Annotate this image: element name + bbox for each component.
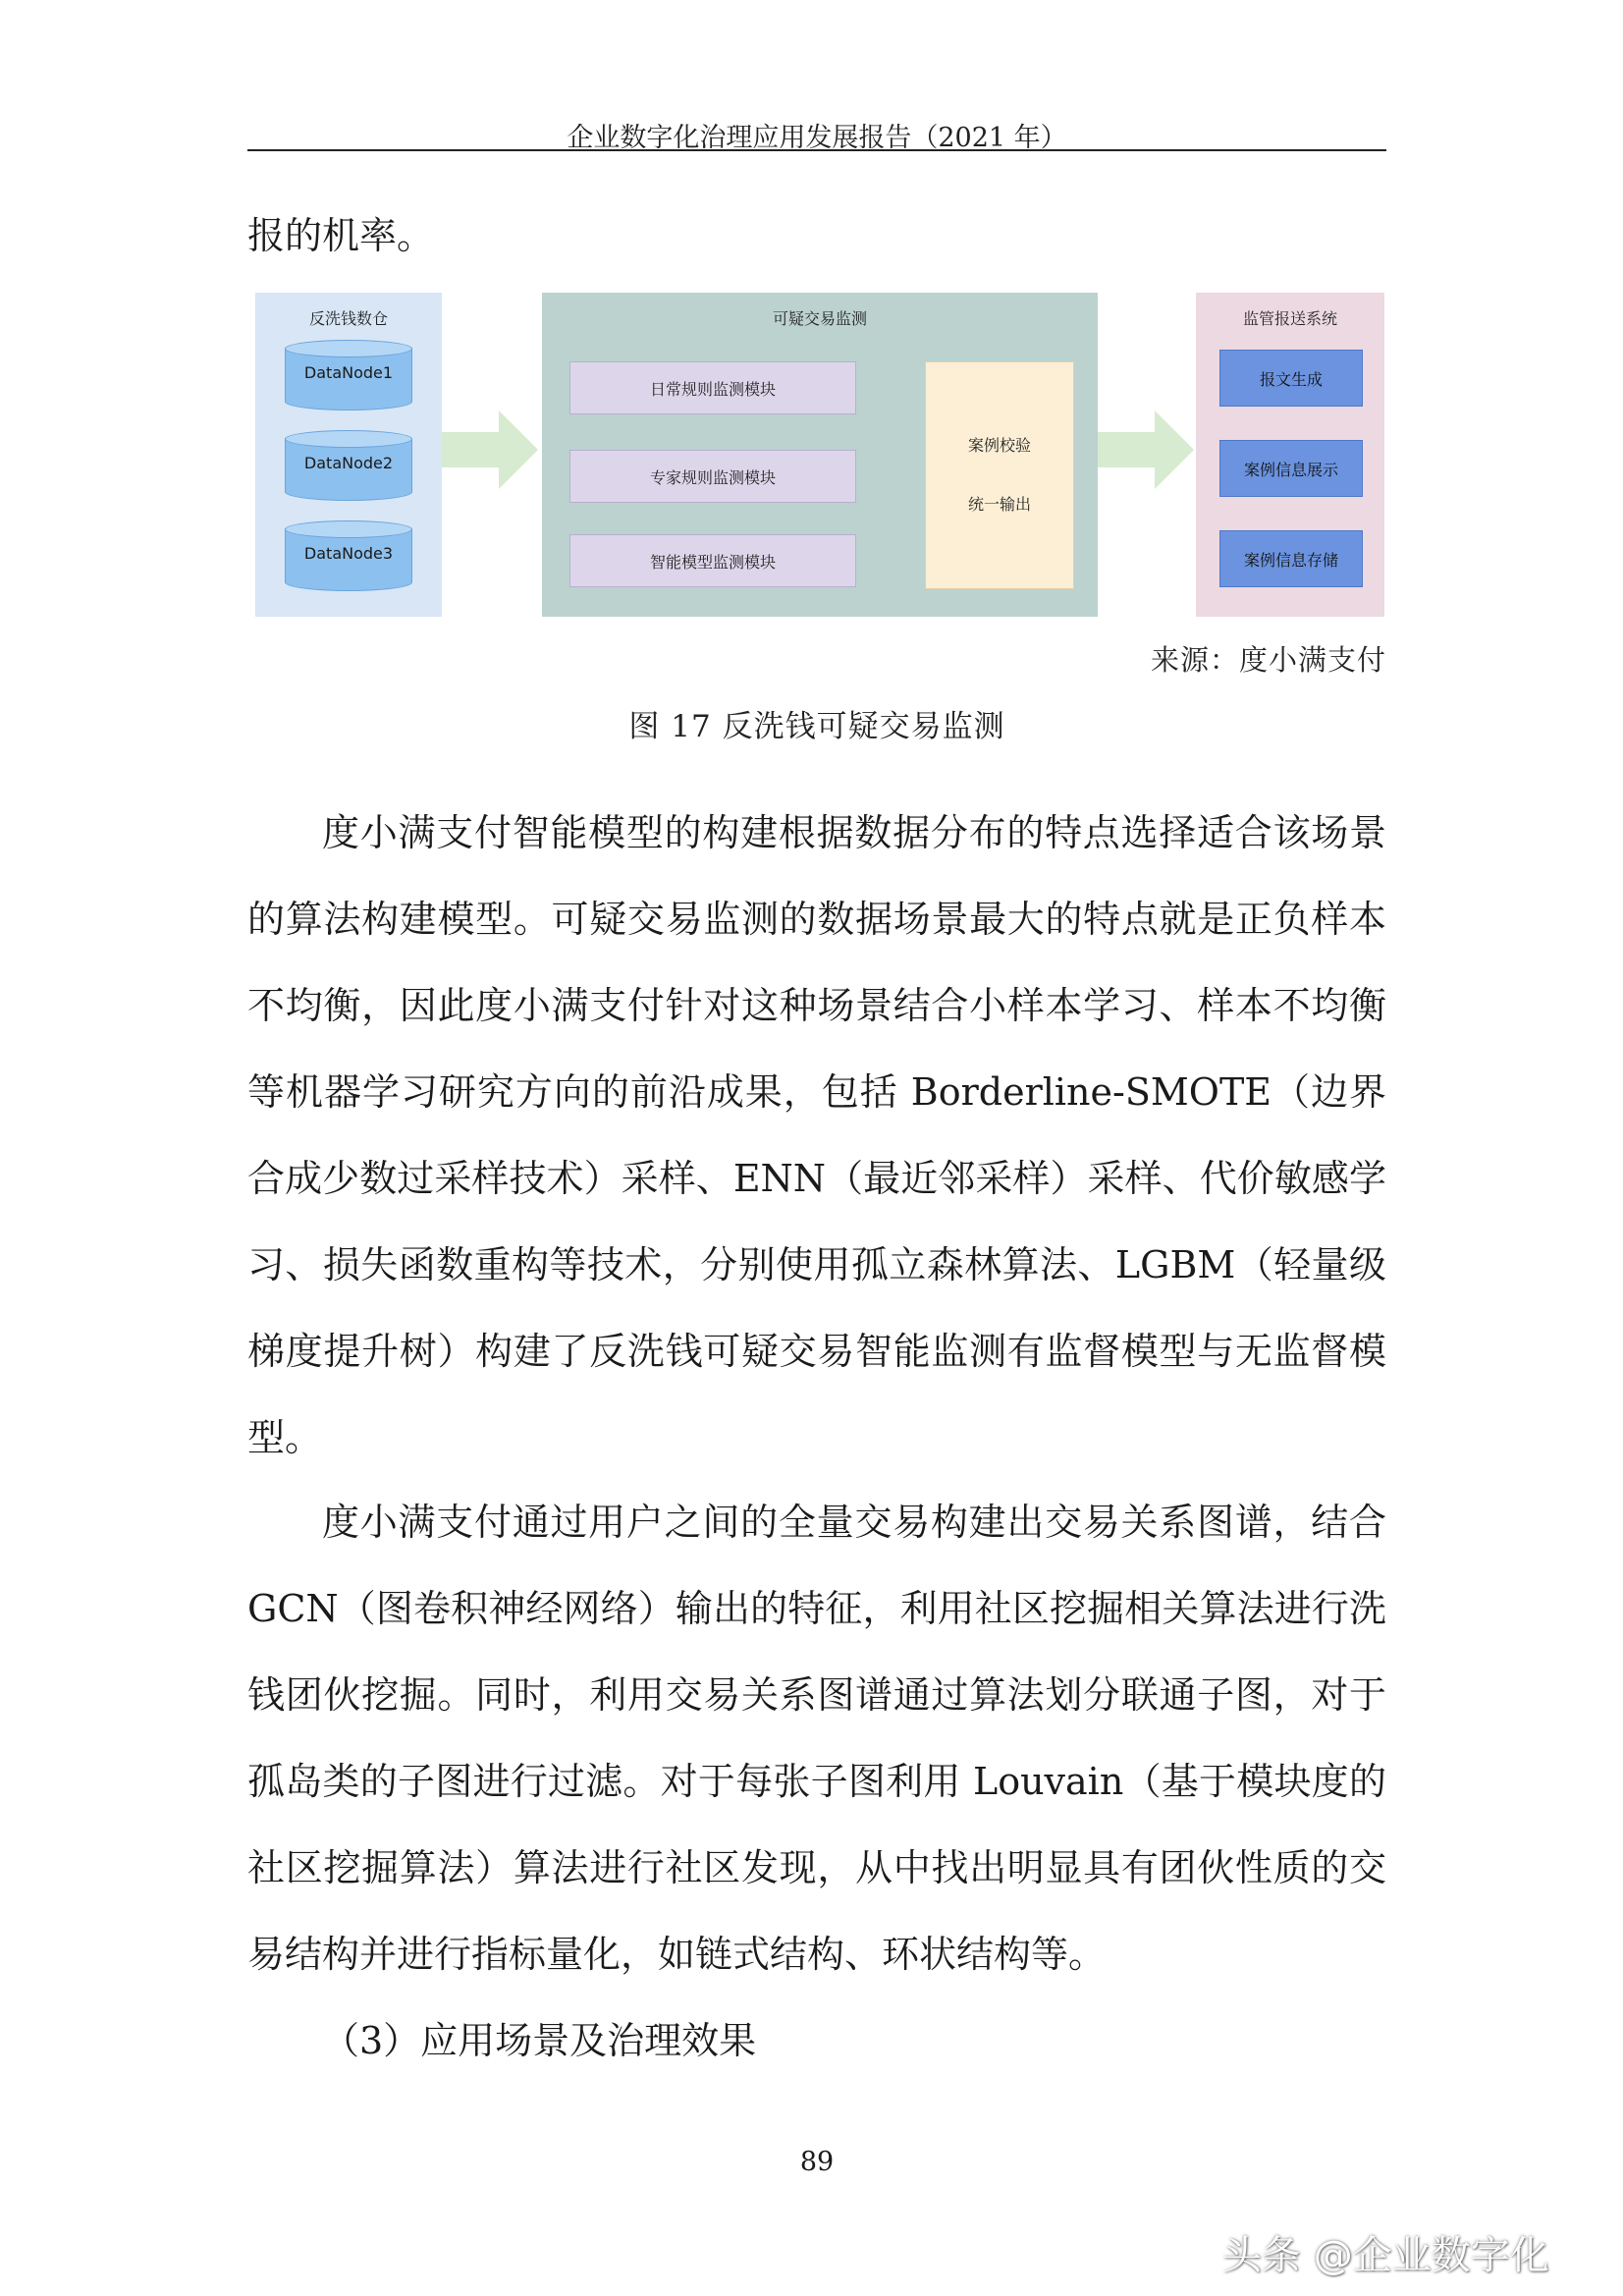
expert-rule-monitoring-module: 专家规则监测模块 [569,450,856,503]
regulatory-reporting-title: 监管报送系统 [1242,309,1337,328]
datanode-3-label: DataNode3 [303,544,394,563]
case-info-display-box: 案例信息展示 [1219,440,1363,497]
header-rule [247,149,1386,151]
daily-rule-monitoring-module: 日常规则监测模块 [569,361,856,414]
suspicious-transaction-monitoring-panel [542,293,1098,617]
flow-arrow-icon [1098,409,1196,491]
flow-arrow-icon [442,409,540,491]
suspicious-transaction-monitoring-title: 可疑交易监测 [772,309,867,328]
aml-data-warehouse-title: 反洗钱数仓 [308,309,388,328]
message-generation-box: 报文生成 [1219,350,1363,407]
regulatory-reporting-panel [1196,293,1384,617]
section-subheading: （3）应用场景及治理效果 [322,2019,757,2062]
body-paragraph: 度小满支付智能模型的构建根据数据分布的特点选择适合该场景的算法构建模型。可疑交易监测的数据场景最大的特点就是正负样本不均衡，因此度小满支付针对这种场景结合小样本学习、样本不均衡等机器学习研究方向的前沿成果，包括 Borderline-SMOTE（边界合成少数过采样技术）采样、ENN（最近邻采样）采样、代价敏感学习、损失函数重构等技术，分别使用孤立森林算法、LGBM（轻量级梯度提升树）构建了反洗钱可疑交易智能监测有监督模型与无监督模型。 [247,811,1386,1459]
smart-model-monitoring-module: 智能模型监测模块 [569,534,856,587]
datanode-3 [285,520,412,591]
intro-fragment: 报的机率。 [247,214,435,257]
datanode-2-label: DataNode2 [303,454,394,472]
figure-source: 来源：度小满支付 [1150,643,1386,677]
watermark: 头条 @企业数字化 [1222,2233,1549,2278]
datanode-2 [285,430,412,501]
page-number: 89 [799,2147,835,2177]
figure-caption: 图 17 反洗钱可疑交易监测 [628,709,1005,744]
running-header: 企业数字化治理应用发展报告（2021 年） [567,123,1067,153]
body-paragraph: 度小满支付通过用户之间的全量交易构建出交易关系图谱，结合GCN（图卷积神经网络）输出的特征，利用社区挖掘相关算法进行洗钱团伙挖掘。同时，利用交易关系图谱通过算法划分联通子图，对于孤岛类的子图进行过滤。对于每张子图利用 Louvain（基于模块度的社区挖掘算法）算法进行社区发现，从中找出明显具有团伙性质的交易结构并进行指标量化，如链式结构、环状结构等。 [247,1501,1386,1976]
aml-data-warehouse-panel [255,293,442,617]
datanode-1 [285,340,412,410]
case-info-storage-box: 案例信息存储 [1219,530,1363,587]
case-verification-box [925,361,1074,589]
unified-output-label: 统一输出 [967,495,1031,514]
datanode-1-label: DataNode1 [303,363,394,382]
aml-monitoring-diagram [255,293,1384,617]
case-verification-label: 案例校验 [967,436,1031,455]
